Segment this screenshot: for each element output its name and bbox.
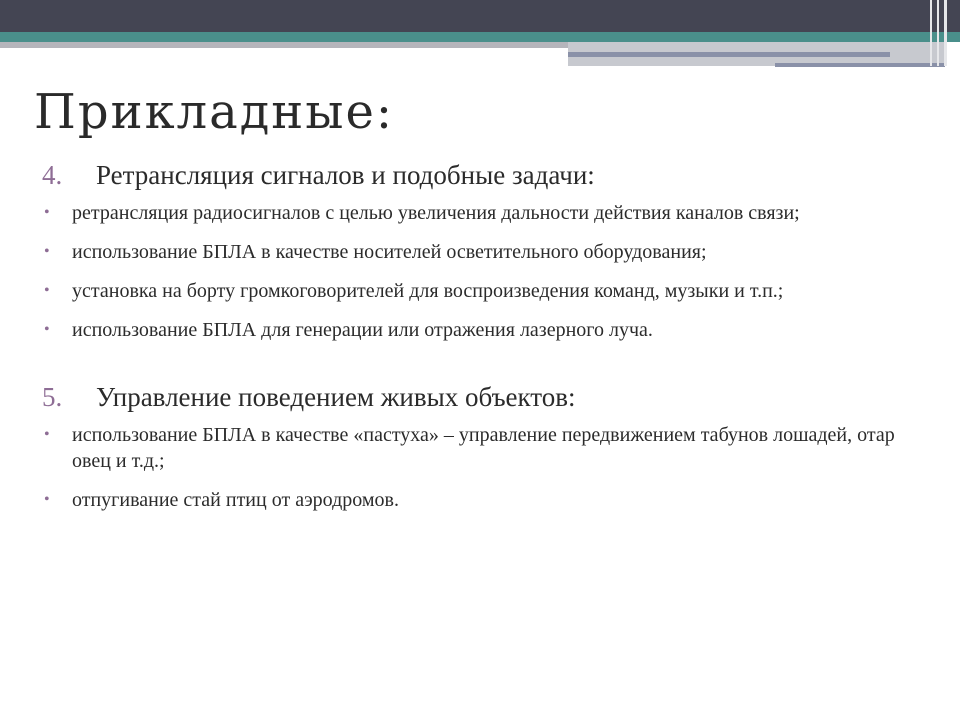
- bullet-icon: •: [44, 321, 50, 338]
- bullet-text: использование БПЛА для генерации или отражения лазерного луча.: [72, 319, 653, 341]
- bullet-icon: •: [44, 282, 50, 299]
- bullet-item: [40, 200, 920, 226]
- bullet-item: [40, 422, 920, 474]
- slide-title: Прикладные:: [34, 84, 395, 140]
- slide-content: [40, 158, 920, 526]
- section-spacer: [40, 356, 920, 380]
- blue-accent-stripe-short: [775, 63, 945, 67]
- section-heading-4: [40, 158, 920, 192]
- bullet-text: ретрансляция радиосигналов с целью увеличения дальности действия каналов связи;: [72, 202, 800, 224]
- decor-vertical-line: [930, 0, 932, 66]
- bullet-icon: •: [44, 491, 50, 508]
- bullet-icon: •: [44, 426, 50, 443]
- header-band-corner: [948, 0, 960, 32]
- bullet-icon: •: [44, 243, 50, 260]
- section-number: 5.: [42, 382, 63, 412]
- bullet-item: [40, 487, 920, 513]
- blue-accent-stripe: [568, 52, 890, 57]
- section-heading-5: [40, 380, 920, 414]
- teal-accent-line: [0, 32, 960, 42]
- bullet-list-5: [40, 422, 920, 513]
- section-number: 4.: [42, 160, 63, 190]
- gray-accent-line: [0, 42, 570, 48]
- bullet-text: установка на борту громкоговорителей для воспроизведения команд, музыки и т.п.;: [72, 280, 784, 302]
- bullet-text: использование БПЛА в качестве носителей осветительного оборудования;: [72, 241, 707, 263]
- bullet-text: использование БПЛА в качестве «пастуха» – управление передвижением табунов лошадей, отар овец и т.д.;: [72, 424, 895, 472]
- header-band: [0, 0, 960, 32]
- section-title: Ретрансляция сигналов и подобные задачи:: [96, 160, 595, 190]
- bullet-text: отпугивание стай птиц от аэродромов.: [72, 489, 399, 511]
- bullet-item: [40, 278, 920, 304]
- bullet-list-4: [40, 200, 920, 343]
- decor-vertical-line: [937, 0, 939, 66]
- bullet-item: [40, 239, 920, 265]
- bullet-icon: •: [44, 204, 50, 221]
- decor-vertical-line: [944, 0, 947, 66]
- bullet-item: [40, 317, 920, 343]
- section-title: Управление поведением живых объектов:: [96, 382, 576, 412]
